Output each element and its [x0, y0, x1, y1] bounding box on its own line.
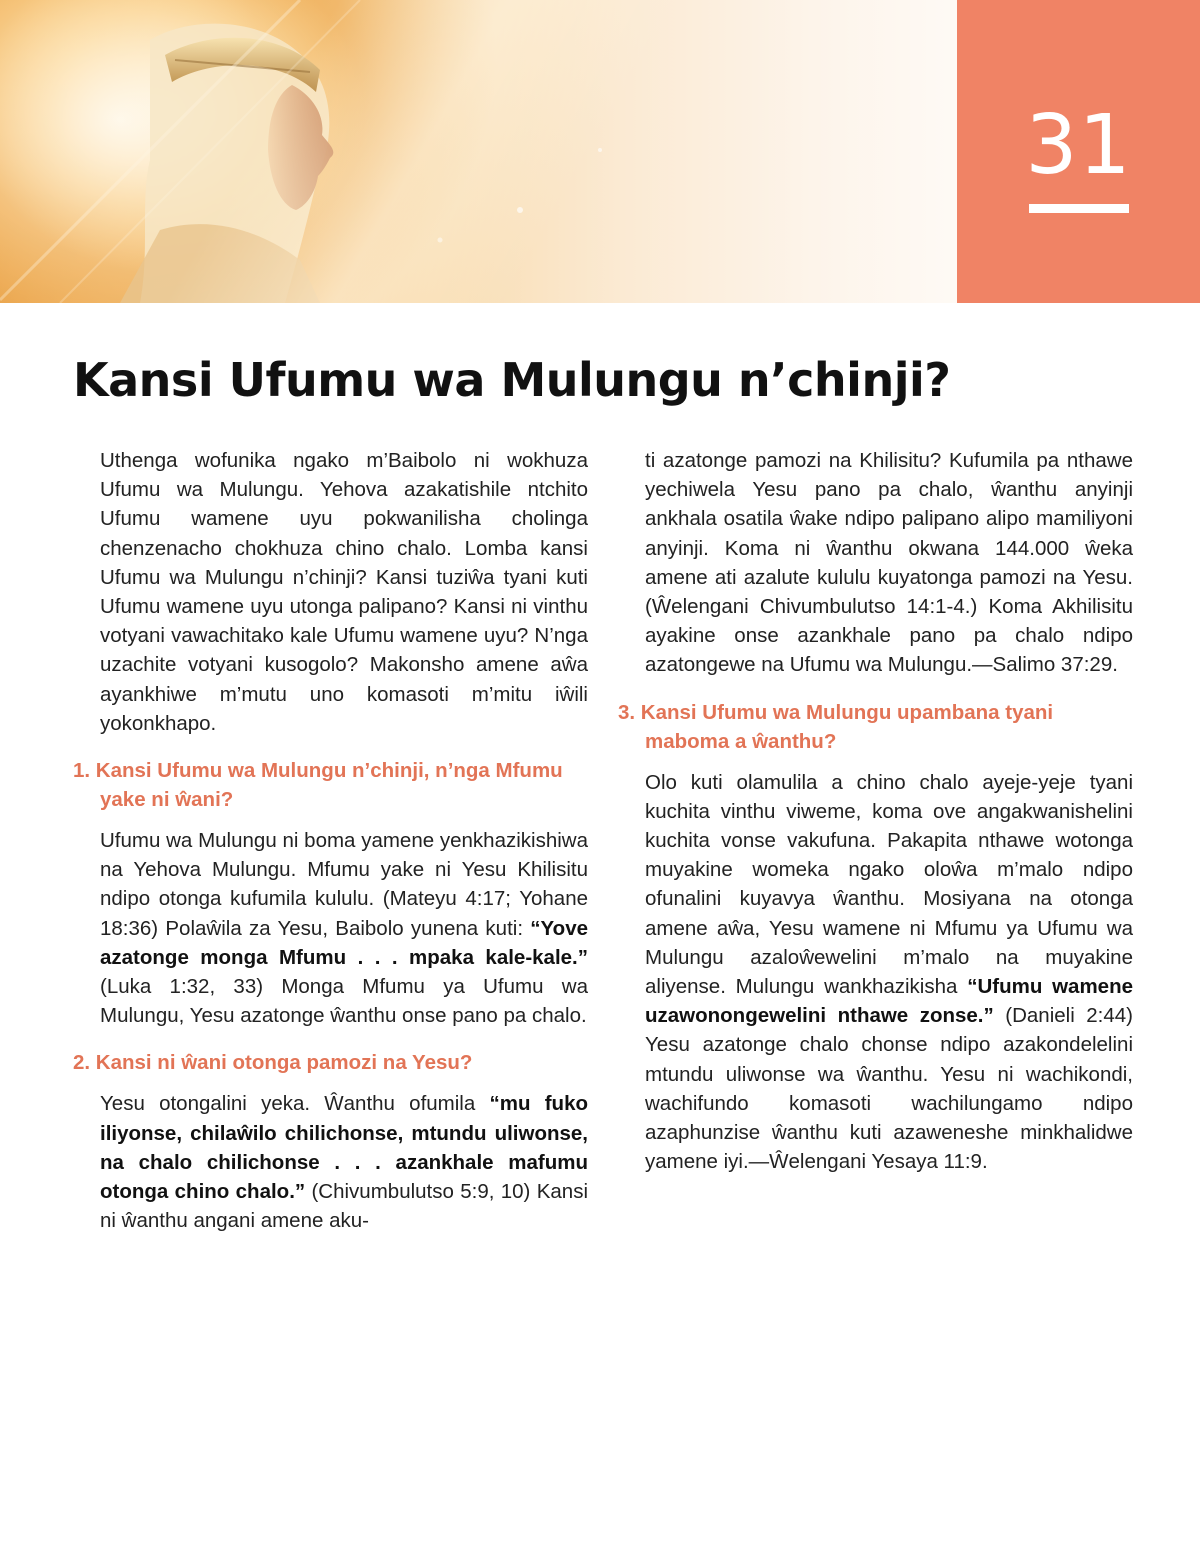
answer-2-part-2: ti azatonge pamozi na Khilisitu? Kufumila pa nthawe yechiwela Yesu pano pa chalo, ŵanthu anyinji ankhala osatila ŵake ndipo palipano alipo mamiliyoni anyinji. Koma ni ŵanthu okwana 144.000 ŵeka amene ati azalute kululu kuyatonga pamozi na Yesu. (Ŵelengani Chivumbulutso 14:1-4.) Koma Akhilisitu ayakine onse azankhale pano pa chalo ndipo azatongewe na Ufumu wa Mulungu.—Salimo 37:29. [645, 449, 1133, 677]
chapter-badge [957, 0, 1200, 303]
chapter-number: 31 [1025, 98, 1132, 193]
question-1: 1. Kansi Ufumu wa Mulungu n’chinji, n’nga Mfumu yake ni ŵani? [73, 759, 563, 812]
hero-illustration [0, 0, 957, 303]
question-2: 2. Kansi ni ŵani otonga pamozi na Yesu? [73, 1051, 473, 1075]
answer-3: Olo kuti olamulila a chino chalo ayeje-yeje tyani kuchita vinthu viweme, koma ove angakwanishelini kuchita vonse vakufuna. Pakapita nthawe wotonga muyakine womeka ngako oloŵa m’malo ndipo ofunalini kuyavya ŵanthu. Mosiyana na otonga amene aŵa, Yesu wamene ni Mfumu ya Ufumu wa Mulungu azaloŵewelini m’malo na muyakine aliyense. Mulungu wankhazikisha “Ufumu wamene uzawonongewelini nthawe zonse.” (Danieli 2:44) Yesu azatonge chalo chonse ndipo azakondelelini mtundu uliwonse wa ŵanthu. Yesu ni wachikondi, wachifundo komasoti wachilungamo ndipo azaphunzise ŵanthu kuti azaweneshe minkhalidwe yamene iyi.—Ŵelengani Yesaya 11:9. [645, 770, 1134, 1174]
answer-2-part-1: Yesu otongalini yeka. Ŵanthu ofumila “mu fuko iliyonse, chilaŵilo chilichonse, mtundu uliwonse, na chalo chilichonse . . . azankhale mafumu otonga chino chalo.” (Chivumbulutso 5:9, 10) Kansi ni ŵanthu angani amene aku- [100, 1092, 589, 1233]
chapter-underline [1029, 204, 1129, 213]
right-column [618, 446, 1133, 1176]
question-3: 3. Kansi Ufumu wa Mulungu upambana tyani maboma a ŵanthu? [618, 700, 1054, 753]
page-title: Kansi Ufumu wa Mulungu n’chinji? [73, 353, 951, 407]
answer-1: Ufumu wa Mulungu ni boma yamene yenkhazikishiwa na Yehova Mulungu. Mfumu yake ni Yesu Khilisitu ndipo otonga kufumila kululu. (Mateyu 4:17; Yohane 18:36) Polaŵila za Yesu, Baibolo yunena kuti: “Yove azatonge monga Mfumu . . . mpaka kale-kale.” (Luka 1:32, 33) Monga Mfumu ya Ufumu wa Mulungu, Yesu azatonge ŵanthu onse pano pa chalo. [100, 829, 588, 1028]
intro-paragraph: Uthenga wofunika ngako m’Baibolo ni wokhuza Ufumu wa Mulungu. Yehova azakatishile ntchito Ufumu wamene uyu pokwanilisha cholinga chenzenacho chokhuza chino chalo. Lomba kansi Ufumu wa Mulungu n’chinji? Kansi tuziŵa tyani kuti Ufumu wamene uyu utonga palipano? Kansi ni vinthu votyani vawachitako kale Ufumu wamene uyu? N’nga uzachite votyani kusogolo? Makonsho amene aŵa ayankhiwe m’mutu uno komasoti m’mitu iŵili yokonkhapo. [100, 449, 588, 735]
left-column [73, 446, 588, 1235]
